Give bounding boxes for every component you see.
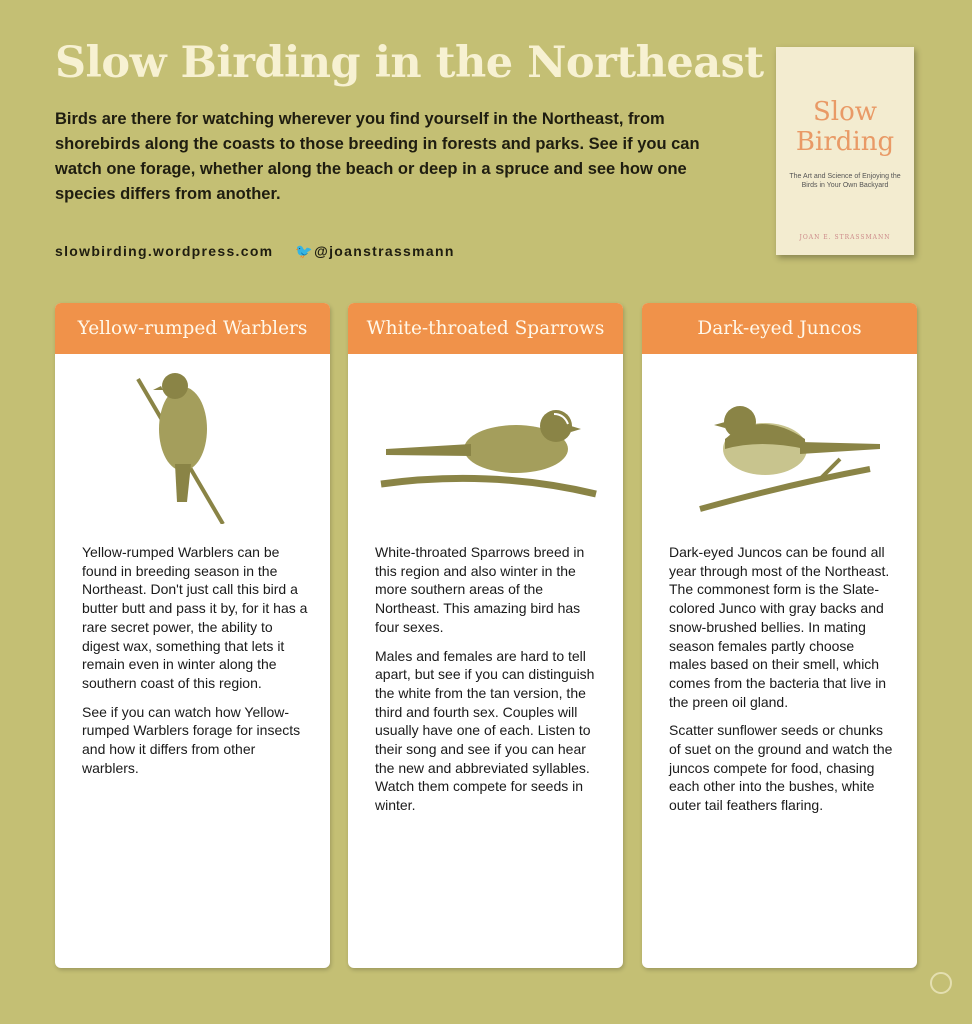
card-sparrow [348, 303, 623, 968]
book-cover [776, 47, 914, 255]
card-body: Yellow-rumped Warblers can be found in breeding season in the Northeast. Don't just call this bird a butter butt and pass it by, for it has a rare secret power, the ability to digest wax, something that lets it remain even in winter along the southern coast of this region. See if you can watch how Yellow-rumped Warblers forage for insects and how it differs from other warblers. [82, 544, 308, 776]
website-link[interactable]: slowbirding.wordpress.com [55, 243, 274, 259]
book-subtitle: The Art and Science of Enjoying the Birds in Your Own Backyard [789, 173, 901, 189]
junco-sketch-icon [670, 354, 890, 524]
card-body: White-throated Sparrows breed in this region and also winter in the more southern areas of the Northeast. This amazing bird has four sexes. Males and females are hard to tell apart, but see if you can distinguish the white from the tan version, the third and fourth sex. Couples will usually have one of each. Listen to their song and see if you can hear the new and abbreviated syllables. Watch them compete for seeds in winter. [375, 544, 595, 814]
book-title: Slow Birding [795, 97, 895, 157]
card-body: Dark-eyed Juncos can be found all year through most of the Northeast. The commonest form is the Slate-colored Junco with gray backs and snow-brushed bellies. In mating season females partly choose males based on their smell, which comes from the bacteria that live in the preen oil gland. Scatter sunflower seeds or chunks of suet on the ground and watch the juncos compete for food, chasing each other into the bushes, white outer tail feathers flaring. [669, 544, 893, 814]
card-title: Dark-eyed Juncos [642, 303, 917, 354]
warbler-sketch-icon [113, 354, 273, 524]
links [55, 243, 455, 260]
card-junco [642, 303, 917, 968]
twitter-icon: 🐦 [295, 243, 315, 259]
card-title: White-throated Sparrows [348, 303, 623, 354]
sparrow-sketch-icon [371, 354, 601, 524]
publisher-logo [930, 972, 952, 994]
intro-text: Birds are there for watching wherever you find yourself in the Northeast, from shorebirds along the coasts to those breeding in forests and parks. See if you can watch one forage, whether along the beach or deep in a spruce and see how one species differs from another. [55, 110, 700, 203]
page-title: Slow Birding in the Northeast [55, 38, 764, 88]
book-author: JOAN E. STRASSMANN [799, 234, 891, 241]
card-warbler [55, 303, 330, 968]
twitter-handle[interactable]: 🐦@joanstrassmann [295, 243, 455, 259]
card-title: Yellow-rumped Warblers [55, 303, 330, 354]
